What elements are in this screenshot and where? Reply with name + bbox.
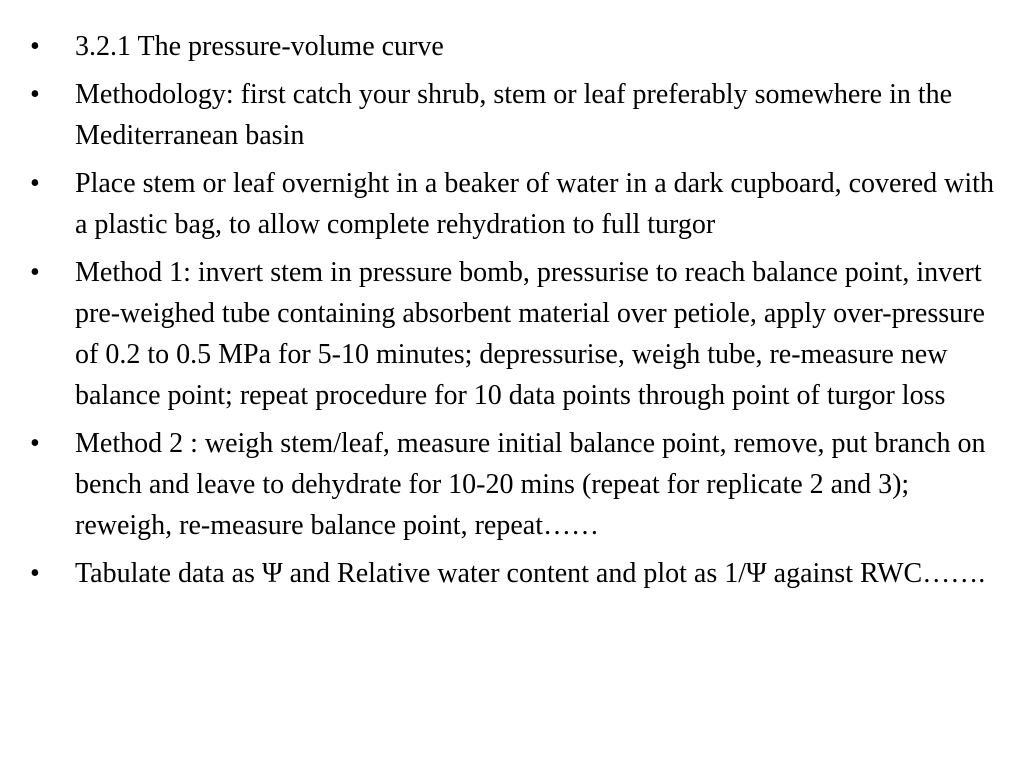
bullet-text: 3.2.1 The pressure-volume curve xyxy=(75,31,444,62)
bullet-text: Place stem or leaf overnight in a beaker of water in a dark cupboard, covered with a plastic bag, to allow complete rehydration to full turgor xyxy=(75,168,994,240)
bullet-list xyxy=(30,26,1010,601)
bullet-dot-icon: • xyxy=(30,31,40,62)
bullet-dot-icon: • xyxy=(30,168,40,199)
bullet-dot-icon: • xyxy=(30,558,40,589)
bullet-item-methodology xyxy=(30,74,1010,156)
bullet-text: Methodology: first catch your shrub, stem or leaf preferably somewhere in the Mediterranean basin xyxy=(75,79,953,151)
bullet-item-method-2 xyxy=(30,423,1010,546)
bullet-item-section-title xyxy=(30,26,1010,67)
bullet-dot-icon: • xyxy=(30,257,40,288)
bullet-item-method-1 xyxy=(30,252,1010,416)
bullet-dot-icon: • xyxy=(30,428,40,459)
bullet-item-rehydration xyxy=(30,163,1010,245)
bullet-dot-icon: • xyxy=(30,79,40,110)
bullet-text: Method 1: invert stem in pressure bomb, pressurise to reach balance point, invert pre-weighed tube containing absorbent material over petiole, apply over-pressure of 0.2 to 0.5 MPa for 5-10 minutes; depressurise, weigh tube, re-measure new balance point; repeat procedure for 10 data points through point of turgor loss xyxy=(75,257,985,411)
bullet-text: Tabulate data as Ψ and Relative water content and plot as 1/Ψ against RWC……. xyxy=(75,558,986,589)
bullet-text: Method 2 : weigh stem/leaf, measure initial balance point, remove, put branch on bench and leave to dehydrate for 10-20 mins (repeat for replicate 2 and 3); reweigh, re-measure balance point, repeat…… xyxy=(75,428,986,541)
bullet-item-tabulate xyxy=(30,553,1010,594)
